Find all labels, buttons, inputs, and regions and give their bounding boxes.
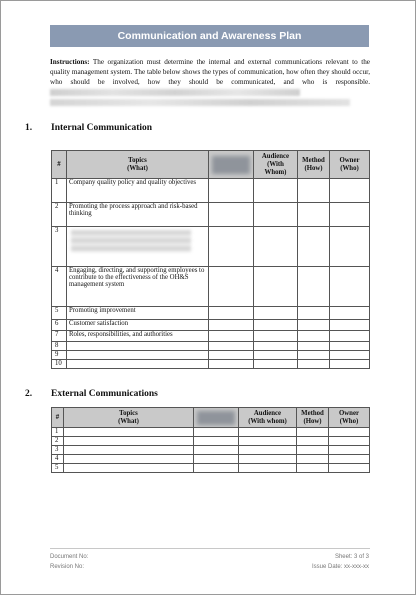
instructions-label: Instructions: xyxy=(50,58,90,66)
cell[interactable] xyxy=(239,446,297,455)
cell[interactable] xyxy=(298,227,330,267)
row-number: 8 xyxy=(52,342,67,351)
header-method: Method (How) xyxy=(297,408,329,428)
cell[interactable] xyxy=(330,331,370,342)
cell[interactable] xyxy=(298,342,330,351)
header-audience: Audience (With whom) xyxy=(239,408,297,428)
revision-number: Revision No: xyxy=(50,564,85,570)
cell[interactable] xyxy=(64,428,194,437)
cell[interactable] xyxy=(329,428,370,437)
cell[interactable] xyxy=(298,307,330,320)
cell[interactable] xyxy=(330,320,370,331)
table-row xyxy=(52,428,370,437)
table-row xyxy=(52,331,370,342)
header-audience: Audience (With Whom) xyxy=(254,151,298,179)
cell[interactable] xyxy=(239,464,297,473)
issue-date: Issue Date: xx-xxx-xx xyxy=(311,564,369,570)
cell[interactable] xyxy=(209,267,254,307)
header-owner: Owner (Who) xyxy=(329,408,370,428)
cell[interactable] xyxy=(194,464,239,473)
footer-divider xyxy=(50,548,370,549)
table-row xyxy=(52,267,370,307)
row-number: 5 xyxy=(52,464,64,473)
cell[interactable] xyxy=(297,428,329,437)
redacted-header xyxy=(197,411,235,425)
section-heading-internal xyxy=(25,123,152,133)
external-communication-table xyxy=(51,407,370,473)
internal-communication-table xyxy=(51,150,370,369)
section-heading-external xyxy=(25,389,158,399)
cell[interactable] xyxy=(64,464,194,473)
cell[interactable] xyxy=(194,455,239,464)
header-number: # xyxy=(52,408,64,428)
table-row xyxy=(52,307,370,320)
row-number: 4 xyxy=(52,267,67,307)
row-topic[interactable]: Customer satisfaction xyxy=(67,320,209,331)
cell[interactable] xyxy=(298,331,330,342)
header-number: # xyxy=(52,151,67,179)
cell[interactable] xyxy=(329,446,370,455)
row-number: 2 xyxy=(52,203,67,227)
instructions-paragraph xyxy=(50,57,370,106)
row-number: 9 xyxy=(52,351,67,360)
redacted-text xyxy=(71,230,191,252)
cell[interactable] xyxy=(330,227,370,267)
header-redacted xyxy=(209,151,254,179)
table-row xyxy=(52,360,370,369)
table-row xyxy=(52,437,370,446)
cell[interactable] xyxy=(64,455,194,464)
cell[interactable] xyxy=(209,227,254,267)
cell[interactable] xyxy=(64,437,194,446)
cell[interactable] xyxy=(297,437,329,446)
row-topic[interactable]: Roles, responsibilities, and authorities xyxy=(67,331,209,342)
footer-left xyxy=(50,552,88,572)
row-number: 1 xyxy=(52,428,64,437)
cell[interactable] xyxy=(209,331,254,342)
cell[interactable] xyxy=(298,179,330,203)
header-redacted xyxy=(194,408,239,428)
row-topic[interactable]: Promoting improvement xyxy=(67,307,209,320)
cell[interactable] xyxy=(194,428,239,437)
cell[interactable] xyxy=(254,203,298,227)
cell[interactable] xyxy=(194,437,239,446)
table-row xyxy=(52,203,370,227)
cell[interactable] xyxy=(298,203,330,227)
cell[interactable] xyxy=(239,437,297,446)
cell[interactable] xyxy=(239,428,297,437)
table-row xyxy=(52,227,370,267)
cell[interactable] xyxy=(254,320,298,331)
instructions-text: The organization must determine the internal and external communications relevant to the quality management system. The table below shows the types of communication, how often they should occur, who should be involved, how they should be communicated, and who is responsible. xyxy=(50,58,370,86)
table-row xyxy=(52,455,370,464)
section-number: 2. xyxy=(25,389,33,399)
cell[interactable] xyxy=(329,464,370,473)
row-number: 7 xyxy=(52,331,67,342)
section-title: External Communications xyxy=(51,389,158,399)
cell[interactable] xyxy=(209,342,254,351)
redacted-text xyxy=(50,89,300,96)
cell[interactable] xyxy=(297,446,329,455)
cell[interactable] xyxy=(209,320,254,331)
table-row xyxy=(52,320,370,331)
header-topics: Topics (What) xyxy=(67,151,209,179)
footer-right xyxy=(312,552,369,572)
header-topics: Topics (What) xyxy=(64,408,194,428)
cell[interactable] xyxy=(330,307,370,320)
cell[interactable] xyxy=(254,227,298,267)
row-number: 3 xyxy=(52,446,64,455)
table-row xyxy=(52,179,370,203)
cell[interactable] xyxy=(254,360,298,369)
row-number: 6 xyxy=(52,320,67,331)
table-row xyxy=(52,342,370,351)
page-title: Communication and Awareness Plan xyxy=(50,25,369,47)
header-owner: Owner (Who) xyxy=(330,151,370,179)
row-topic[interactable] xyxy=(67,360,209,369)
cell[interactable] xyxy=(330,179,370,203)
table-row xyxy=(52,351,370,360)
cell[interactable] xyxy=(209,307,254,320)
section-number: 1. xyxy=(25,123,33,133)
cell[interactable] xyxy=(254,267,298,307)
row-topic[interactable] xyxy=(67,342,209,351)
row-topic[interactable] xyxy=(67,351,209,360)
cell[interactable] xyxy=(298,320,330,331)
cell[interactable] xyxy=(298,351,330,360)
cell[interactable] xyxy=(209,360,254,369)
cell[interactable] xyxy=(330,203,370,227)
redacted-header xyxy=(212,156,250,174)
cell[interactable] xyxy=(297,455,329,464)
row-number: 4 xyxy=(52,455,64,464)
cell[interactable] xyxy=(209,203,254,227)
cell[interactable] xyxy=(330,351,370,360)
header-method: Method (How) xyxy=(298,151,330,179)
sheet-number: Sheet: 3 of 3 xyxy=(334,554,369,560)
row-number: 5 xyxy=(52,307,67,320)
cell[interactable] xyxy=(330,360,370,369)
table-row xyxy=(52,446,370,455)
row-topic[interactable] xyxy=(67,227,209,267)
cell[interactable] xyxy=(254,179,298,203)
row-topic[interactable]: Engaging, directing, and supporting employees to contribute to the effectiveness of the OH&S management system xyxy=(67,267,209,307)
cell[interactable] xyxy=(239,455,297,464)
cell[interactable] xyxy=(298,267,330,307)
cell[interactable] xyxy=(298,360,330,369)
section-title: Internal Communication xyxy=(51,123,153,133)
cell[interactable] xyxy=(329,437,370,446)
cell[interactable] xyxy=(254,307,298,320)
cell[interactable] xyxy=(297,464,329,473)
redacted-text xyxy=(50,99,350,106)
cell[interactable] xyxy=(254,342,298,351)
cell[interactable] xyxy=(254,351,298,360)
cell[interactable] xyxy=(194,446,239,455)
cell[interactable] xyxy=(209,351,254,360)
row-topic[interactable]: Company quality policy and quality objectives xyxy=(67,179,209,203)
cell[interactable] xyxy=(329,455,370,464)
cell[interactable] xyxy=(330,342,370,351)
document-number: Document No: xyxy=(50,554,89,560)
cell[interactable] xyxy=(64,446,194,455)
cell[interactable] xyxy=(254,331,298,342)
row-topic[interactable]: Promoting the process approach and risk-based thinking xyxy=(67,203,209,227)
row-number: 10 xyxy=(52,360,67,369)
row-number: 3 xyxy=(52,227,67,267)
row-number: 2 xyxy=(52,437,64,446)
cell[interactable] xyxy=(330,267,370,307)
row-number: 1 xyxy=(52,179,67,203)
table-row xyxy=(52,464,370,473)
cell[interactable] xyxy=(209,179,254,203)
